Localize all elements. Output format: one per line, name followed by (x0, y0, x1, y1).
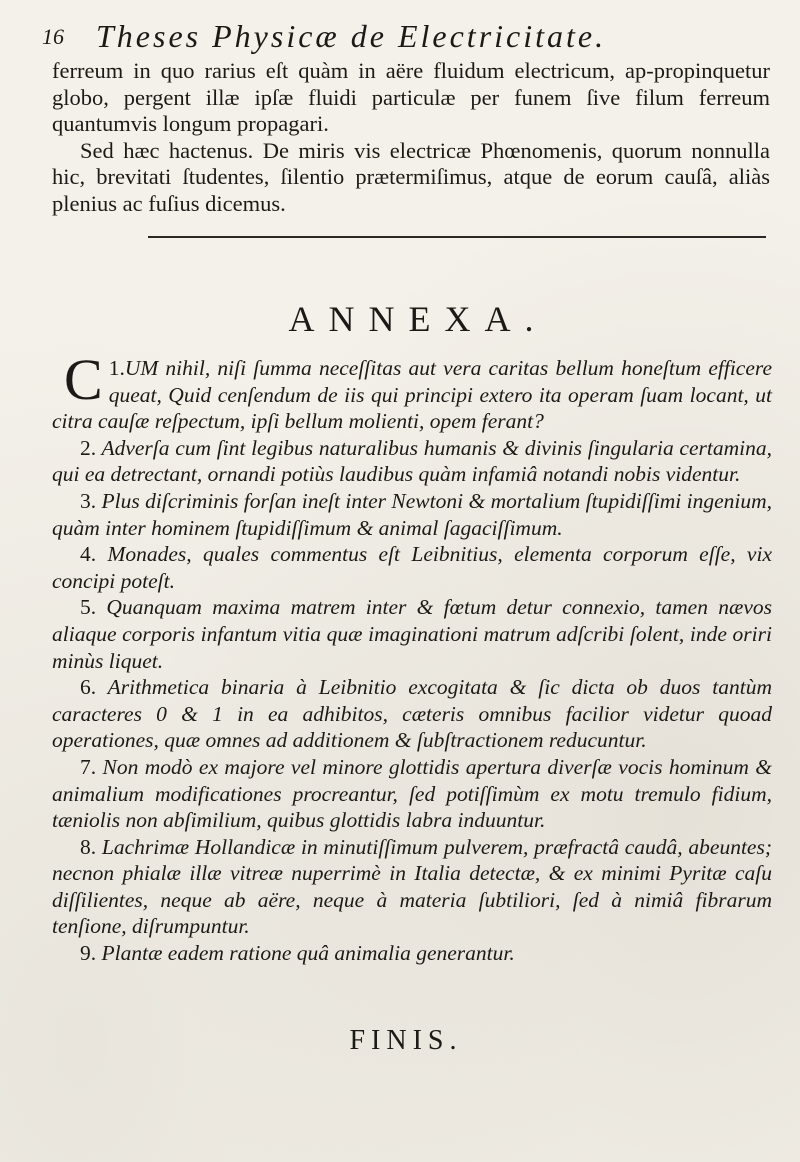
annexa-item (52, 347, 772, 435)
drop-cap: C (64, 347, 103, 412)
section-title: ANNEXA. (288, 299, 548, 339)
item-text: Adverſa cum ſint legibus naturalibus humanis & divinis ſingularia certamina, qui ea detrectant, ornandi potiùs laudibus quàm infamiâ notandi nobis videntur. (52, 435, 772, 487)
annexa-list (52, 347, 773, 967)
page-number: 16 (42, 24, 64, 49)
item-text: Arithmetica binaria à Leibnitio excogitata & ſic dicta ob duos tantùm caracteres 0 & 1 in ea adhibitos, cæteris omnibus facilior videtur quoad operationes, quæ omnes ad additionem & ſubſtractionem reducuntur. (52, 675, 772, 753)
annexa-item (52, 541, 772, 594)
item-number: 8. (80, 834, 97, 859)
item-text: Lachrimæ Hollandicæ in minutiſſimum pulverem, præfractâ caudâ, abeuntes; necnon phialæ illæ vitreæ nuperrimè in Italia detectæ, & ex minimi Pyritæ caſu diſſilientes, neque ab aëre, neque à materia ſubtiliori, ſed à nimiâ fibrarum tenſione, diſrumpuntur. (52, 834, 773, 939)
finis-colophon: FINIS. (349, 1025, 463, 1056)
item-text: Non modò ex majore vel minore glottidis apertura diverſæ vocis hominum & animalium modificationes procreantur, ſed potiſſimùm ex motu tremulo fidium, tæniolis non abſimilium, quibus glottidis labra induuntur. (52, 754, 773, 833)
running-head (40, 14, 770, 58)
intro-text (52, 58, 770, 217)
item-number: 5. (80, 595, 97, 620)
running-title: Theses Physicæ de Electricitate. (96, 18, 607, 54)
item-text: Monades, quales commentus eſt Leibnitius, elementa corporum eſſe, vix concipi poteſt. (52, 542, 772, 593)
item-number: 4. (80, 542, 97, 567)
annexa-item (52, 940, 772, 967)
item-number: 9. (80, 941, 97, 966)
annexa-item (52, 834, 772, 940)
item-text: Plantæ eadem ratione quâ animalia generantur. (101, 941, 515, 966)
item-number: 2. (80, 435, 97, 460)
item-number: 6. (80, 675, 97, 700)
annexa-item (52, 674, 772, 754)
annexa-item (52, 754, 772, 834)
item-text: Plus diſcriminis forſan ineſt inter Newtoni & mortalium ſtupidiſſimi ingenium, quàm inter hominem ſtupidiſſimum & animal ſagaciſſimum. (52, 488, 773, 540)
item-number: 3. (80, 488, 97, 513)
annexa-item (52, 435, 772, 488)
section-divider (148, 236, 766, 238)
annexa-item (52, 488, 772, 541)
intro-paragraph: Sed hæc hactenus. De miris vis electricæ Phœnomenis, quorum nonnulla hic, brevitati ſtudentes, ſilentio prætermiſimus, atque de eorum cauſâ, aliàs plenius ac fuſius dicemus. (52, 137, 770, 216)
item-text: UM nihil, niſi ſumma neceſſitas aut vera caritas bellum honeſtum efficere queat, Quid cenſendum de iis qui principi extero ita operam ſuam locant, ut citra cauſæ reſpectum, ipſi bellum molienti, opem ferant? (52, 356, 772, 434)
annexa-item (52, 594, 772, 674)
intro-paragraph: ferreum in quo rarius eſt quàm in aëre fluidum electricum, ap-propinquetur globo, pergent illæ ipſæ fluidi particulæ per funem ſive filum ferreum quantumvis longum propagari. (52, 58, 770, 136)
item-number: 7. (80, 754, 97, 779)
item-number: 1. (108, 356, 125, 380)
item-text: Quanquam maxima matrem inter & fœtum detur connexio, tamen nævos aliaque corporis infantum vitia quæ imaginationi matrum adſcribi ſolent, inde oriri minùs liquet. (52, 595, 772, 673)
